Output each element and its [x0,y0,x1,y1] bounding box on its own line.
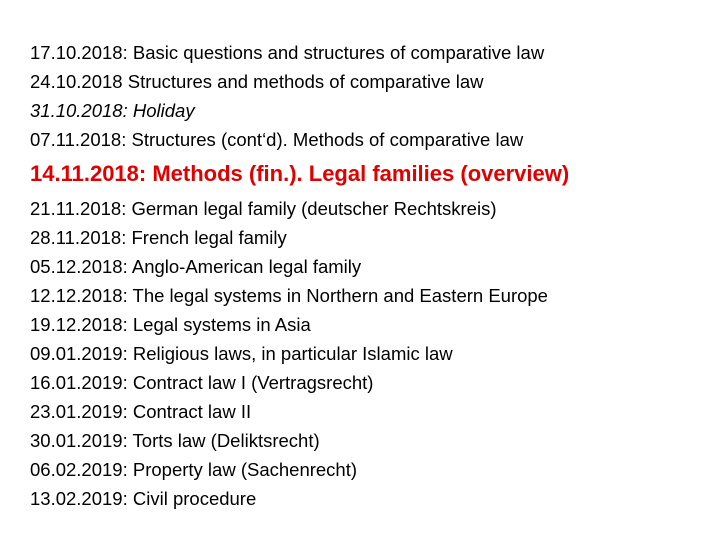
schedule-item: 16.01.2019: Contract law I (Vertragsrecht) [30,372,374,393]
schedule-item: 09.01.2019: Religious laws, in particular Islamic law [30,343,453,364]
schedule-item: 19.12.2018: Legal systems in Asia [30,314,311,335]
schedule-item-holiday: 31.10.2018: Holiday [30,100,195,121]
schedule-item: 21.11.2018: German legal family (deutscher Rechtskreis) [30,198,497,219]
schedule-item-current: 14.11.2018: Methods (fin.). Legal families (overview) [30,161,570,186]
schedule-item: 23.01.2019: Contract law II [30,401,252,422]
schedule-item: 05.12.2018: Anglo-American legal family [30,256,362,277]
schedule-item: 13.02.2019: Civil procedure [30,488,257,509]
schedule-item: 24.10.2018 Structures and methods of comparative law [30,71,484,92]
schedule-item: 12.12.2018: The legal systems in Northern and Eastern Europe [30,285,548,306]
schedule-item: 07.11.2018: Structures (cont‘d). Methods of comparative law [30,129,524,150]
schedule-item: 30.01.2019: Torts law (Deliktsrecht) [30,430,320,451]
course-schedule [30,38,710,513]
schedule-item: 28.11.2018: French legal family [30,227,287,248]
schedule-item: 17.10.2018: Basic questions and structures of comparative law [30,42,545,63]
schedule-item: 06.02.2019: Property law (Sachenrecht) [30,459,358,480]
